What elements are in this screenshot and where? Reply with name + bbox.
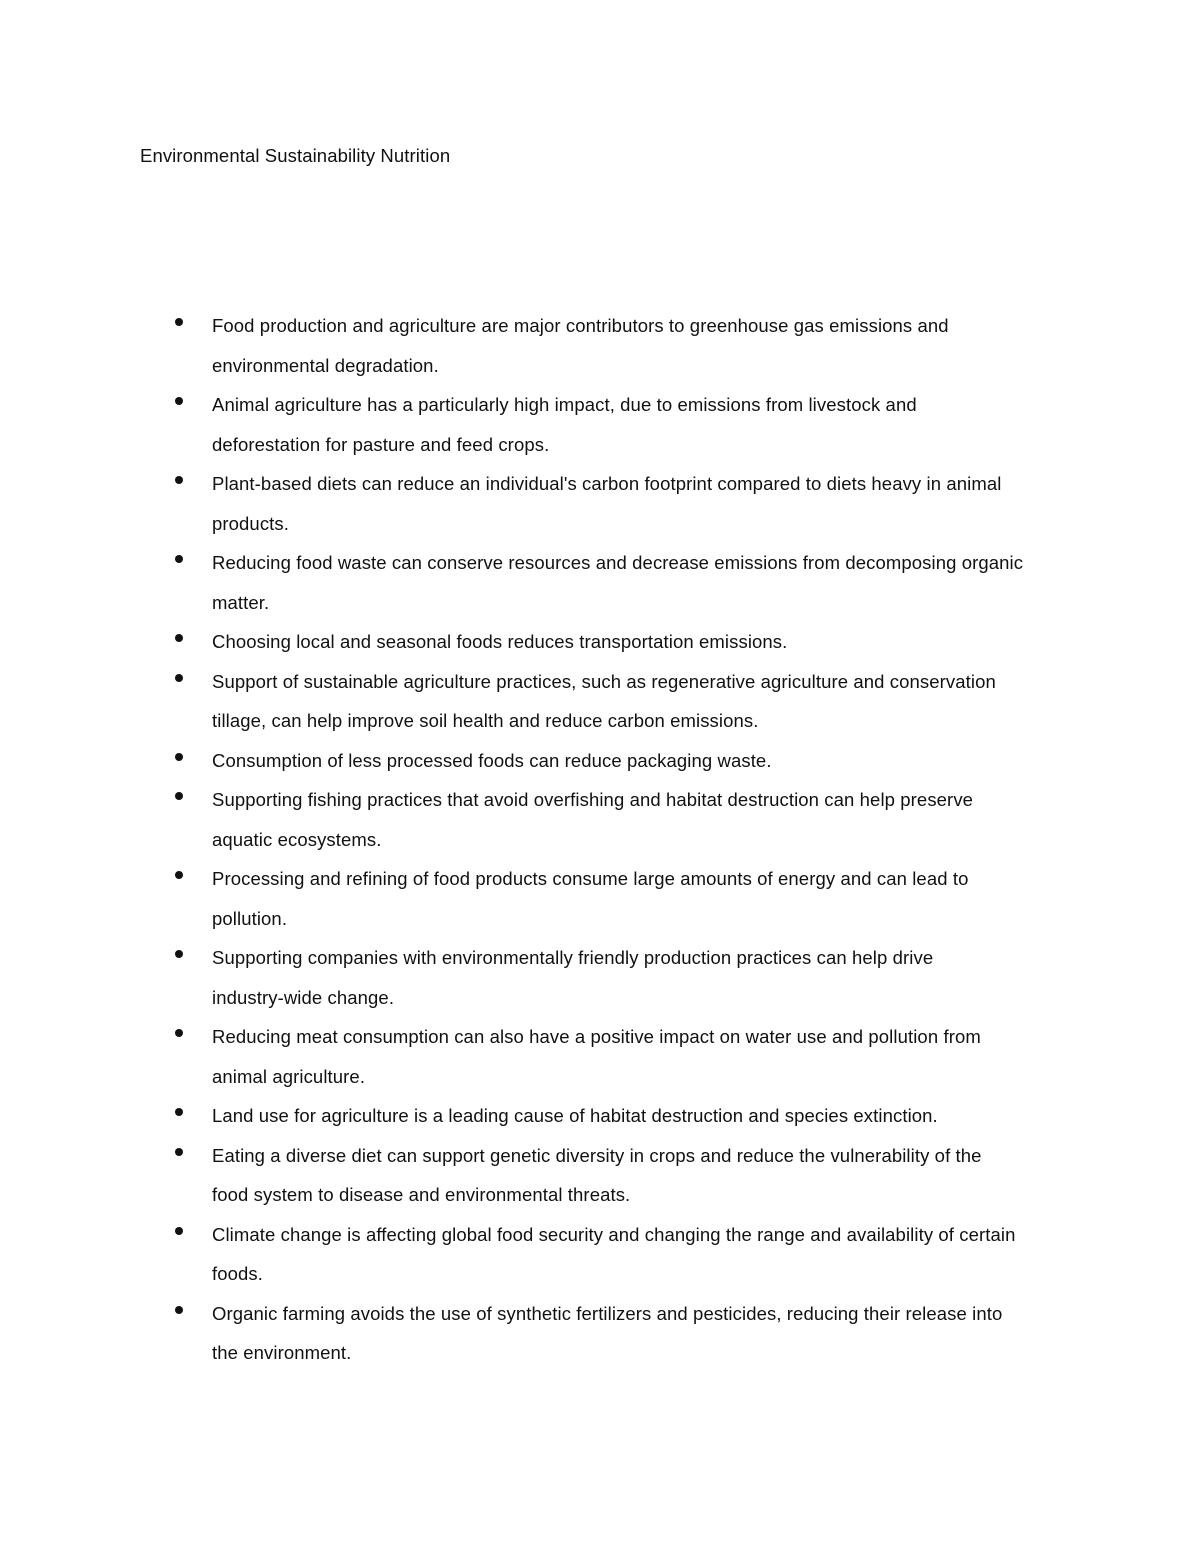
bullet-text-line: Consumption of less processed foods can reduce packaging waste.: [212, 749, 772, 771]
bullet-text-line: Support of sustainable agriculture practices, such as regenerative agriculture and conservation: [212, 670, 996, 692]
bullet-text-line: Processing and refining of food products consume large amounts of energy and can lead to: [212, 868, 969, 889]
bullet-list: [0, 306, 1200, 1373]
bullet-icon: [175, 397, 183, 405]
bullet-text-line: tillage, can help improve soil health and reduce carbon emissions.: [212, 710, 759, 731]
bullet-icon: [175, 1029, 183, 1037]
bullet-icon: [175, 555, 183, 563]
bullet-text-line: Supporting companies with environmentally friendly production practices can help drive: [212, 947, 934, 968]
bullet-text-line: foods.: [212, 1263, 263, 1284]
bullet-item: [0, 1215, 1200, 1294]
bullet-icon: [175, 753, 183, 761]
bullet-item: [0, 306, 1200, 385]
bullet-item: [0, 1017, 1200, 1096]
bullet-icon: [175, 871, 183, 879]
bullet-item: [0, 622, 1200, 662]
bullet-item: [0, 385, 1200, 464]
bullet-text-line: environmental degradation.: [212, 354, 439, 376]
bullet-item: [0, 938, 1200, 1017]
bullet-icon: [175, 318, 183, 326]
bullet-text-line: Plant-based diets can reduce an individual's carbon footprint compared to diets heavy in animal: [212, 473, 1002, 494]
bullet-icon: [175, 476, 183, 484]
bullet-text-line: Reducing meat consumption can also have a positive impact on water use and pollution from: [212, 1026, 981, 1047]
bullet-text-line: pollution.: [212, 907, 288, 929]
bullet-text-line: deforestation for pasture and feed crops.: [212, 433, 550, 455]
bullet-text-line: products.: [212, 512, 289, 534]
bullet-item: [0, 1294, 1200, 1373]
bullet-item: [0, 1096, 1200, 1136]
bullet-text-line: Choosing local and seasonal foods reduces transportation emissions.: [212, 631, 788, 652]
bullet-text-line: Food production and agriculture are major contributors to greenhouse gas emissions and: [212, 315, 949, 336]
bullet-text-line: animal agriculture.: [212, 1065, 366, 1087]
bullet-icon: [175, 1148, 183, 1156]
bullet-icon: [175, 1108, 183, 1116]
bullet-item: [0, 780, 1200, 859]
bullet-text-line: industry-wide change.: [212, 986, 395, 1008]
bullet-text-line: Supporting fishing practices that avoid overfishing and habitat destruction can help preserve: [212, 789, 974, 810]
bullet-text-line: Reducing food waste can conserve resources and decrease emissions from decomposing organic: [212, 552, 1024, 573]
bullet-item: [0, 741, 1200, 781]
bullet-text-line: Climate change is affecting global food security and changing the range and availability of certain: [212, 1223, 1016, 1245]
bullet-text-line: aquatic ecosystems.: [212, 828, 382, 850]
bullet-item: [0, 543, 1200, 622]
bullet-item: [0, 859, 1200, 938]
bullet-text-line: Eating a diverse diet can support genetic diversity in crops and reduce the vulnerability of the: [212, 1144, 982, 1166]
bullet-icon: [175, 1227, 183, 1235]
bullet-text-line: Land use for agriculture is a leading cause of habitat destruction and species extinction.: [212, 1105, 938, 1126]
bullet-icon: [175, 674, 183, 682]
bullet-text-line: Organic farming avoids the use of synthetic fertilizers and pesticides, reducing their release into: [212, 1302, 1003, 1324]
bullet-item: [0, 1136, 1200, 1215]
bullet-icon: [175, 1306, 183, 1314]
bullet-icon: [175, 950, 183, 958]
bullet-text-line: matter.: [212, 591, 270, 613]
bullet-item: [0, 464, 1200, 543]
bullet-text-line: the environment.: [212, 1342, 352, 1363]
bullet-icon: [175, 792, 183, 800]
bullet-text-line: food system to disease and environmental threats.: [212, 1184, 631, 1205]
bullet-icon: [175, 634, 183, 642]
bullet-text-line: Animal agriculture has a particularly high impact, due to emissions from livestock and: [212, 394, 917, 415]
bullet-item: [0, 662, 1200, 741]
document-title: Environmental Sustainability Nutrition: [140, 145, 451, 166]
